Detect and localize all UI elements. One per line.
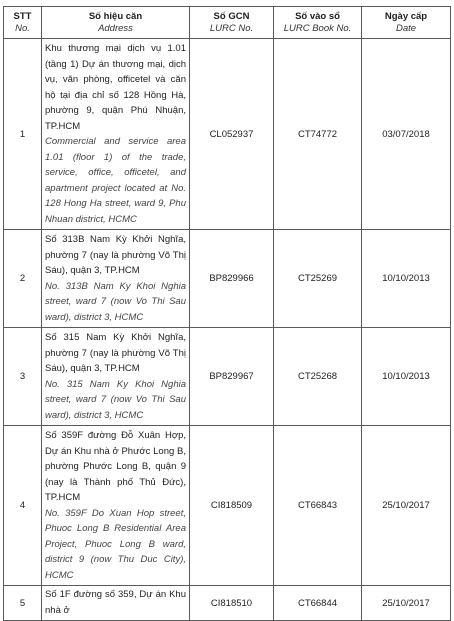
row-book: CT25269: [274, 230, 362, 328]
header-date: Ngày cấp Date: [362, 7, 451, 39]
header-address: Số hiệu căn Address: [42, 7, 190, 39]
row-date: 10/10/2013: [362, 230, 451, 328]
address-vietnamese: Số 359F đường Đỗ Xuân Hợp, Dự án Khu nhà ở Phước Long B, phường Phước Long B, quận 9 (nay là Thành phố Thủ Đức), TP.HCM: [45, 430, 186, 503]
property-certificate-table: [3, 6, 451, 621]
row-number: 1: [4, 39, 42, 230]
row-address: [42, 586, 190, 621]
row-address: [42, 39, 190, 230]
address-vietnamese: Số 315 Nam Kỳ Khởi Nghĩa, phường 7 (nay là phường Võ Thị Sáu), quận 3, TP.HCM: [45, 332, 186, 374]
row-number: 3: [4, 328, 42, 426]
row-date: 03/07/2018: [362, 39, 451, 230]
row-number: 2: [4, 230, 42, 328]
row-book: CT66843: [274, 426, 362, 586]
row-gcn: CL052937: [190, 39, 274, 230]
row-date: 10/10/2013: [362, 328, 451, 426]
row-number: 5: [4, 586, 42, 621]
table-row: [4, 586, 451, 621]
row-date: 25/10/2017: [362, 426, 451, 586]
table-row: [4, 328, 451, 426]
row-book: CT74772: [274, 39, 362, 230]
table-header-row: [4, 7, 451, 39]
row-gcn: CI818509: [190, 426, 274, 586]
address-vietnamese: Số 1F đường số 359, Dự án Khu nhà ở: [45, 589, 186, 616]
address-english: No. 313B Nam Ky Khoi Nghia street, ward 7 (now Vo Thi Sau ward), district 3, HCMC: [45, 280, 186, 323]
row-gcn: CI818510: [190, 586, 274, 621]
table-row: [4, 230, 451, 328]
row-number: 4: [4, 426, 42, 586]
row-book: CT66844: [274, 586, 362, 621]
table-row: [4, 426, 451, 586]
row-address: [42, 230, 190, 328]
table-row: [4, 39, 451, 230]
row-book: CT25268: [274, 328, 362, 426]
row-address: [42, 328, 190, 426]
address-vietnamese: Số 313B Nam Kỳ Khởi Nghĩa, phường 7 (nay là phường Võ Thị Sáu), quận 3, TP.HCM: [45, 234, 186, 276]
row-address: [42, 426, 190, 586]
header-book: Số vào sổ LURC Book No.: [274, 7, 362, 39]
address-english: No. 359F Do Xuan Hop street, Phuoc Long B Residential Area Project, Phuoc Long B ward, district 9 (now Thu Duc City), HCMC: [45, 507, 186, 581]
address-english: Commercial and service area 1.01 (floor 1) of the trade, service, office, officetel, and apartment project located at No. 128 Hong Ha street, ward 9, Phu Nhuan district, HCMC: [45, 136, 186, 225]
header-stt: STT No.: [4, 7, 42, 39]
row-gcn: BP829966: [190, 230, 274, 328]
row-date: 25/10/2017: [362, 586, 451, 621]
address-english: No. 315 Nam Ky Khoi Nghia street, ward 7 (now Vo Thi Sau ward), district 3, HCMC: [45, 378, 186, 421]
address-vietnamese: Khu thương mại dịch vụ 1.01 (tầng 1) Dự án thương mại, dịch vụ, văn phòng, officetel và căn hộ tại địa chỉ số 128 Hồng Hà, phường 9, quận Phú Nhuận, TP.HCM: [45, 43, 186, 132]
header-gcn: Số GCN LURC No.: [190, 7, 274, 39]
row-gcn: BP829967: [190, 328, 274, 426]
